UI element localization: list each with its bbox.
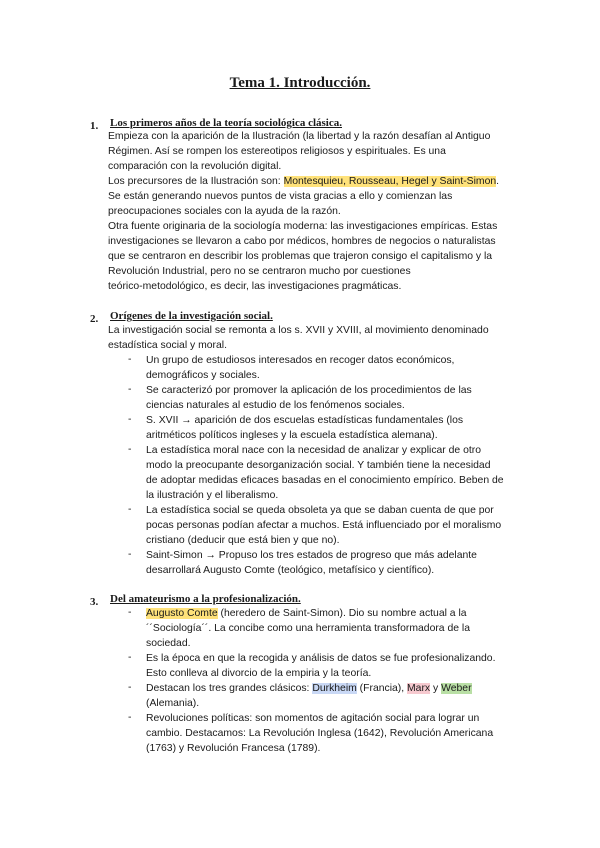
section-2-heading: Orígenes de la investigación social. (110, 310, 273, 322)
bullet-dash: - (128, 444, 132, 455)
section-3-number: 3. (90, 596, 99, 608)
bullet-line-comte (146, 607, 467, 621)
bullet-line: sociedad. (146, 638, 191, 649)
section-1-line: que se centraron en describir los problemas que trajeron consigo el capitalismo y la (108, 251, 493, 262)
bullet-line: Revoluciones políticas: son momentos de agitación social para lograr un (146, 713, 480, 724)
bullet-line: (Alemania). (146, 698, 200, 709)
page-title: Tema 1. Introducción. (229, 75, 371, 91)
section-2-number: 2. (90, 313, 99, 325)
bullet-dash: - (128, 549, 132, 560)
bullet-line: ciencias naturales al estudio de los fenómenos sociales. (146, 400, 405, 411)
bullet-dash: - (128, 354, 132, 365)
bullet-line: desarrollará Augusto Comte (teológico, metafísico y científico). (146, 565, 435, 576)
bullet-line: pocas personas podían afectar a muchos. Está influenciado por el moralismo (146, 520, 502, 531)
bullet-dash: - (128, 504, 132, 515)
weber-highlight: Weber (441, 683, 472, 694)
bullet-line: Esto conlleva al divorcio de la empiria y la teoría. (146, 668, 372, 679)
bullet-line: cambio. Destacamos: La Revolución Inglesa (1642), Revolución Americana (146, 728, 494, 739)
section-1-heading: Los primeros años de la teoría sociológica clásica. (110, 117, 342, 129)
section-3-heading: Del amateurismo a la profesionalización. (110, 593, 301, 605)
precursors-label: Los precursores de la Ilustración son: (108, 176, 284, 187)
bullet-line: La estadística social se queda obsoleta ya que se daban cuenta de que por (146, 505, 494, 516)
section-1-line: investigaciones se llevaron a cabo por médicos, hombres de negocios o naturalistas (108, 236, 496, 247)
section-1-line: Régimen. Así se rompen los estereotipos religiosos y espirituales. Es una (108, 146, 446, 157)
bullet-line: aritméticos políticos ingleses y la escuela estadística alemana). (146, 430, 438, 441)
period: . (496, 176, 500, 187)
bullet-line-classics (146, 682, 472, 696)
bullet-line: Un grupo de estudiosos interesados en recoger datos económicos, (146, 355, 455, 366)
bullet-dash: - (128, 414, 132, 425)
bullet-dash: - (128, 712, 132, 723)
bullet-line: S. XVII → aparición de dos escuelas estadísticas fundamentales (los (146, 415, 464, 426)
section-1-line: teórico-metodológico, es decir, las investigaciones pragmáticas. (108, 281, 402, 292)
section-1-line: Revolución Industrial, pero no se centraron mucho por cuestiones (108, 266, 411, 277)
bullet-dash: - (128, 384, 132, 395)
section-1-line: comparación con la revolución digital. (108, 161, 282, 172)
section-1-line: Empieza con la aparición de la Ilustración (la libertad y la razón desafían al Antiguo (108, 131, 491, 142)
classics-label: Destacan los tres grandes clásicos: (146, 683, 313, 694)
bullet-line: demográficos y sociales. (146, 370, 260, 381)
comte-highlight: Augusto Comte (146, 608, 218, 619)
bullet-line: (1763) y Revolución Francesa (1789). (146, 743, 321, 754)
precursors-highlight: Montesquieu, Rousseau, Hegel y Saint-Simon (283, 176, 497, 187)
bullet-dash: - (128, 652, 132, 663)
comte-text: (heredero de Saint-Simon). Dio su nombre actual a la (217, 608, 467, 619)
section-1-number: 1. (90, 120, 99, 132)
section-1-line-precursors (108, 175, 499, 189)
bullet-line: la ilustración y el liberalismo. (146, 490, 279, 501)
durkheim-highlight: Durkheim (312, 683, 357, 694)
section-1-line: Se están generando nuevos puntos de vista gracias a ello y comienzan las (108, 191, 453, 202)
classics-text: (Francia), (356, 683, 408, 694)
section-1-line: Otra fuente originaria de la sociología moderna: las investigaciones empíricas. Estas (108, 221, 498, 232)
bullet-line: La estadística moral nace con la necesidad de analizar y explicar de otro (146, 445, 482, 456)
bullet-line: ´´Sociología´´. La concibe como una herramienta transformadora de la (146, 623, 471, 634)
bullet-line: cristiano (deducir que está bien y que no). (146, 535, 340, 546)
bullet-dash: - (128, 607, 132, 618)
bullet-line: Saint-Simon → Propuso los tres estados de progreso que más adelante (146, 550, 477, 561)
marx-highlight: Marx (407, 683, 431, 694)
bullet-line: Es la época en que la recogida y análisis de datos se fue profesionalizando. (146, 653, 496, 664)
bullet-line: Se caracterizó por promover la aplicación de los procedimientos de las (146, 385, 472, 396)
classics-text: y (430, 683, 442, 694)
section-1-line: preocupaciones sociales con la ayuda de la razón. (108, 206, 341, 217)
bullet-dash: - (128, 682, 132, 693)
bullet-line: modo la preocupante desorganización social. Y también tiene la necesidad (146, 460, 491, 471)
section-2-line: estadística social y moral. (108, 340, 227, 351)
bullet-line: de adoptar medidas eficaces basadas en el conocimiento empírico. Beben de (146, 475, 504, 486)
section-2-line: La investigación social se remonta a los s. XVII y XVIII, al movimiento denominado (108, 325, 489, 336)
